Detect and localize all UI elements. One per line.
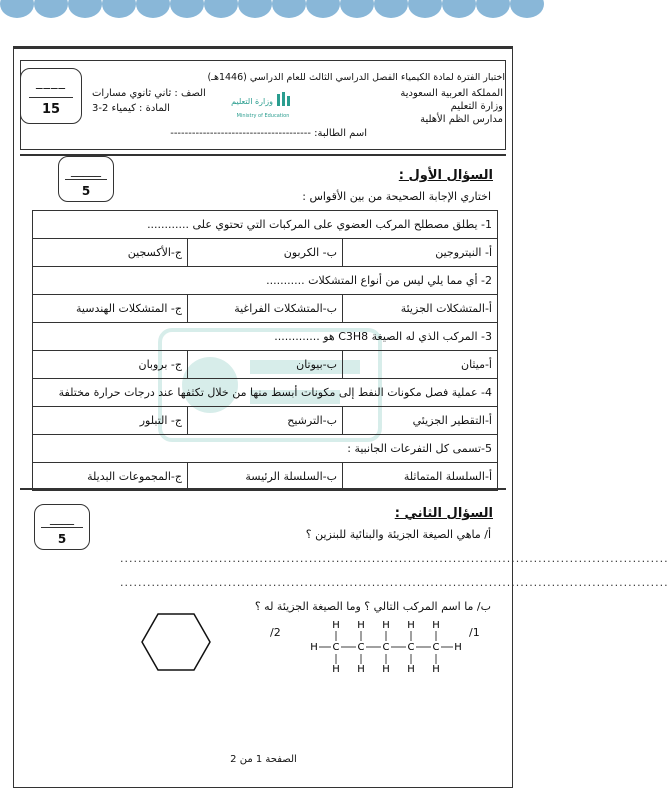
carbon-atom: C <box>407 642 415 653</box>
score-divider <box>29 97 73 98</box>
q1-score-value: 5 <box>81 184 91 198</box>
q1-mcq-table <box>32 210 498 491</box>
question-row <box>33 211 498 239</box>
subject-label: المادة : كيمياء 2-3 <box>92 103 170 114</box>
hydrogen-atom: H <box>382 664 390 675</box>
section-separator <box>20 488 506 490</box>
wave-scallop <box>136 0 170 18</box>
option-a[interactable]: أ-التقطير الجزيئي <box>343 407 498 435</box>
pentane-structure <box>306 618 466 676</box>
option-c[interactable]: ج-الأكسجين <box>33 239 188 267</box>
wave-scallop <box>102 0 136 18</box>
q1-title: السؤال الأول : <box>398 168 493 183</box>
svg-text:Ministry of Education: Ministry of Education <box>236 113 290 119</box>
option-b[interactable]: ب- الكربون <box>188 239 343 267</box>
carbon-atom: C <box>432 642 440 653</box>
question-row <box>33 435 498 463</box>
decorative-wave-border <box>0 0 527 24</box>
hydrogen-atom: H <box>432 620 440 631</box>
wave-scallop <box>68 0 102 18</box>
option-c[interactable]: ج- بروبان <box>33 351 188 379</box>
hydrogen-atom: H <box>332 620 340 631</box>
q2-part-a: أ/ ماهي الصيغة الجزيئة والبنائية للبنزين ؟ <box>305 528 491 541</box>
q2-score-blank: ____ <box>50 511 74 525</box>
total-score-blank: ____ <box>36 75 66 90</box>
options-row <box>33 351 498 379</box>
question-text: 4- عملية فصل مكونات النفط إلى مكونات أبسط منها من خلال تكثفها عند درجات حرارة مختلفة <box>33 379 498 407</box>
answer-line-1: .......................................................................................................................... <box>120 552 669 565</box>
carbon-atom: C <box>382 642 390 653</box>
option-b[interactable]: ب-بيوتان <box>188 351 343 379</box>
option-c[interactable]: ج-المجموعات البديلة <box>33 463 188 491</box>
q2-label-1: 1/ <box>469 626 480 639</box>
option-b[interactable]: ب-الترشيح <box>188 407 343 435</box>
question-text: 2- أي مما يلي ليس من أنواع المتشكلات ........... <box>33 267 498 295</box>
wave-scallop <box>374 0 408 18</box>
options-row <box>33 239 498 267</box>
country-name: المملكة العربية السعودية <box>400 88 503 99</box>
hydrogen-atom: H <box>382 620 390 631</box>
option-c[interactable]: ج- التبلور <box>33 407 188 435</box>
hydrogen-atom: H <box>332 664 340 675</box>
hydrogen-atom: H <box>454 642 462 653</box>
q2-score-box <box>34 504 90 550</box>
student-name-field: اسم الطالبة: --------------------------------------- <box>170 128 367 139</box>
carbon-atom: C <box>357 642 365 653</box>
q2-score-divider <box>41 527 83 528</box>
option-b[interactable]: ب-السلسلة الرئيسة <box>188 463 343 491</box>
carbon-atom: C <box>332 642 340 653</box>
wave-scallop <box>340 0 374 18</box>
option-a[interactable]: أ-المتشكلات الجزيئة <box>343 295 498 323</box>
wave-scallop <box>238 0 272 18</box>
hydrogen-atom: H <box>357 620 365 631</box>
question-row <box>33 323 498 351</box>
q2-part-b: ب/ ما اسم المركب التالي ؟ وما الصيغة الجزيئة له ؟ <box>254 600 491 613</box>
q1-score-divider <box>65 179 107 180</box>
total-score-value: 15 <box>41 102 61 117</box>
option-c[interactable]: ج- المتشكلات الهندسية <box>33 295 188 323</box>
question-row <box>33 267 498 295</box>
option-a[interactable]: أ-السلسلة المتماثلة <box>343 463 498 491</box>
page-number-footer: الصفحة 1 من 2 <box>230 754 297 765</box>
wave-scallop <box>170 0 204 18</box>
wave-scallop <box>408 0 442 18</box>
options-row <box>33 463 498 491</box>
options-row <box>33 407 498 435</box>
wave-scallop <box>306 0 340 18</box>
hydrogen-atom: H <box>310 642 318 653</box>
answer-line-2: .......................................................................................................................... <box>120 576 669 589</box>
wave-scallop <box>0 0 34 18</box>
question-text: 1- يطلق مصطلح المركب العضوي على المركبات التي تحتوي على ............ <box>33 211 498 239</box>
question-text: 5-تسمى كل التفرعات الجانبية : <box>33 435 498 463</box>
options-row <box>33 295 498 323</box>
svg-text:وزارة التعليم: وزارة التعليم <box>231 97 273 106</box>
question-text: 3- المركب الذي له الصيغة C3H8 هو ............. <box>33 323 498 351</box>
q2-score-value: 5 <box>57 532 67 546</box>
q2-label-2: 2/ <box>270 626 281 639</box>
question-row <box>33 379 498 407</box>
wave-scallop <box>442 0 476 18</box>
q2-title: السؤال الثاني : <box>394 506 493 521</box>
grade-label: الصف : ثاني ثانوي مسارات <box>92 88 206 99</box>
ministry-name: وزارة التعليم <box>450 101 503 112</box>
wave-scallop <box>34 0 68 18</box>
wave-scallop <box>476 0 510 18</box>
benzene-hexagon-structure <box>140 610 212 674</box>
option-a[interactable]: أ-ميثان <box>343 351 498 379</box>
hydrogen-atom: H <box>407 620 415 631</box>
school-name: مدارس الظم الأهلية <box>420 114 503 125</box>
q1-instruction: اختاري الإجابة الصحيحة من بين الأقواس : <box>302 190 491 203</box>
q1-score-blank: _____ <box>71 163 101 177</box>
option-a[interactable]: أ- النيتروجين <box>343 239 498 267</box>
wave-scallop <box>272 0 306 18</box>
exam-title: اختبار الفترة لمادة الكيمياء الفصل الدراسي الثالث للعام الدراسي (1446هـ) <box>207 72 505 83</box>
hydrogen-atom: H <box>407 664 415 675</box>
hydrogen-atom: H <box>357 664 365 675</box>
option-b[interactable]: ب-المتشكلات الفراغية <box>188 295 343 323</box>
q1-score-box <box>58 156 114 202</box>
total-score-box <box>20 68 82 124</box>
wave-scallop <box>510 0 544 18</box>
ministry-logo <box>233 90 293 124</box>
hydrogen-atom: H <box>432 664 440 675</box>
wave-scallop <box>204 0 238 18</box>
